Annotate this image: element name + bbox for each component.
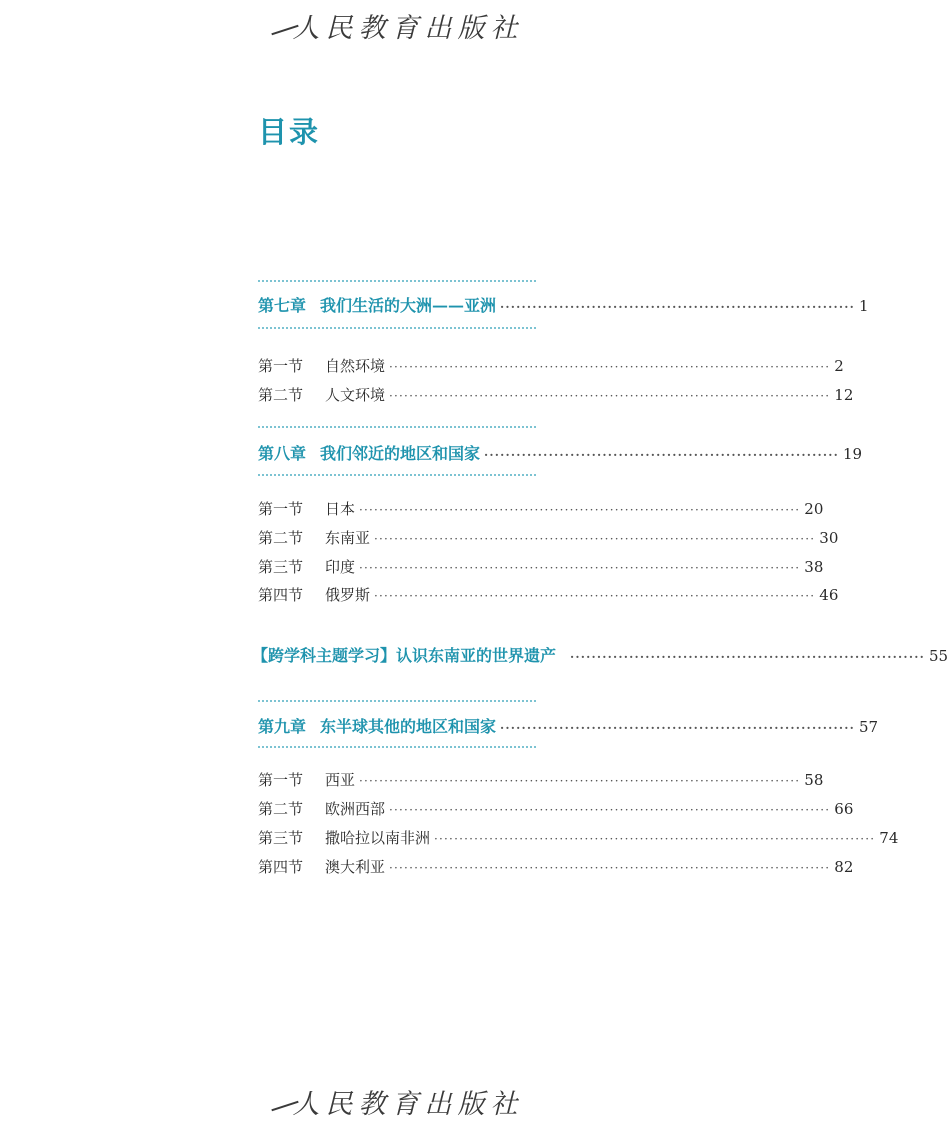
chapter-divider bbox=[258, 700, 536, 702]
toc-section[interactable]: 第三节 撒哈拉以南非洲 ························································································ 74 bbox=[258, 829, 899, 847]
page-number: 19 bbox=[842, 445, 863, 463]
toc-chapter-8[interactable]: 第八章 我们邻近的地区和国家 ·································································· 19 bbox=[258, 444, 863, 463]
leader-dots: ························································································ bbox=[389, 803, 831, 817]
leader-dots: ························································································ bbox=[359, 503, 801, 517]
leader-dots: ·································································· bbox=[570, 650, 925, 664]
leader-dots: ························································································ bbox=[389, 360, 831, 374]
page-number: 57 bbox=[858, 718, 879, 736]
chapter-divider bbox=[258, 426, 536, 428]
toc-section[interactable]: 第一节 自然环境 ························································································ 2 bbox=[258, 357, 844, 375]
toc-special-topic[interactable]: 【跨学科主题学习】认识东南亚的世界遗产 ·································································· 55 bbox=[252, 646, 948, 665]
toc-section[interactable]: 第二节 东南亚 ························································································ 30 bbox=[258, 529, 839, 547]
leader-dots: ·································································· bbox=[500, 721, 855, 735]
chapter-divider bbox=[258, 746, 536, 748]
toc-section[interactable]: 第二节 欧洲西部 ························································································ 66 bbox=[258, 800, 854, 818]
toc-section[interactable]: 第一节 日本 ························································································ 20 bbox=[258, 500, 824, 518]
publisher-watermark-bottom: 人民教育出版社 bbox=[0, 1082, 794, 1121]
leader-dots: ························································································ bbox=[374, 589, 816, 603]
chapter-divider bbox=[258, 280, 536, 282]
toc-section[interactable]: 第四节 澳大利亚 ························································································ 82 bbox=[258, 858, 854, 876]
chapter-divider bbox=[258, 327, 536, 329]
page-title: 目录 bbox=[258, 115, 321, 149]
toc-section[interactable]: 第二节 人文环境 ························································································ 12 bbox=[258, 386, 854, 404]
leader-dots: ·································································· bbox=[484, 448, 839, 462]
toc-section[interactable]: 第四节 俄罗斯 ························································································ 46 bbox=[258, 586, 839, 604]
publisher-watermark-top: 人民教育出版社 bbox=[0, 6, 794, 45]
toc-chapter-7[interactable]: 第七章 我们生活的大洲——亚洲 ·································································· 1 bbox=[258, 296, 869, 315]
leader-dots: ························································································ bbox=[434, 832, 876, 846]
leader-dots: ························································································ bbox=[389, 389, 831, 403]
page-number: 1 bbox=[858, 297, 869, 315]
leader-dots: ························································································ bbox=[359, 561, 801, 575]
leader-dots: ························································································ bbox=[359, 774, 801, 788]
leader-dots: ························································································ bbox=[374, 532, 816, 546]
toc-section[interactable]: 第一节 西亚 ························································································ 58 bbox=[258, 771, 824, 789]
toc-chapter-9[interactable]: 第九章 东半球其他的地区和国家 ·································································· 57 bbox=[258, 717, 879, 736]
leader-dots: ························································································ bbox=[389, 861, 831, 875]
toc-section[interactable]: 第三节 印度 ························································································ 38 bbox=[258, 558, 824, 576]
leader-dots: ·································································· bbox=[500, 300, 855, 314]
chapter-divider bbox=[258, 474, 536, 476]
